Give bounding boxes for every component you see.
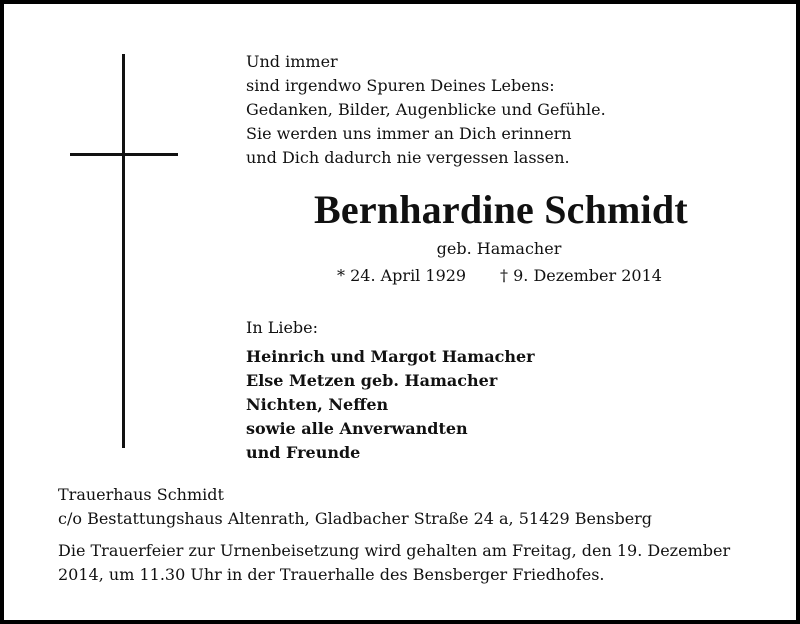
poem-line: und Dich dadurch nie vergessen lassen. <box>246 148 570 167</box>
mourners-list <box>246 345 535 465</box>
poem-line: Sie werden uns immer an Dich erinnern <box>246 124 572 143</box>
funeral-notice: Die Trauerfeier zur Urnenbeisetzung wird gehalten am Freitag, den 19. Dezember 2014, um 11.30 Uhr in der Trauerhalle des Bensberger Friedhofes. <box>58 541 731 584</box>
cross-horizontal-bar <box>70 153 178 156</box>
birth-date: * 24. April 1929 <box>337 266 467 285</box>
poem <box>246 50 606 170</box>
in-love-label: In Liebe: <box>246 318 319 337</box>
death-date: † 9. Dezember 2014 <box>500 266 662 285</box>
address-line: c/o Bestattungshaus Altenrath, Gladbacher Straße 24 a, 51429 Bensberg <box>58 509 653 528</box>
maiden-name: geb. Hamacher <box>436 239 562 258</box>
mourner-line: Heinrich und Margot Hamacher <box>246 347 535 366</box>
mourner-line: sowie alle Anverwandten <box>246 419 468 438</box>
mourner-line: und Freunde <box>246 443 361 462</box>
mourner-line: Else Metzen geb. Hamacher <box>246 371 498 390</box>
mourner-line: Nichten, Neffen <box>246 395 389 414</box>
poem-line: sind irgendwo Spuren Deines Lebens: <box>246 76 555 95</box>
address-block <box>58 483 652 531</box>
deceased-name: Bernhardine Schmidt <box>314 187 688 232</box>
poem-line: Gedanken, Bilder, Augenblicke und Gefühle. <box>246 100 606 119</box>
address-line: Trauerhaus Schmidt <box>58 485 224 504</box>
poem-line: Und immer <box>246 52 338 71</box>
